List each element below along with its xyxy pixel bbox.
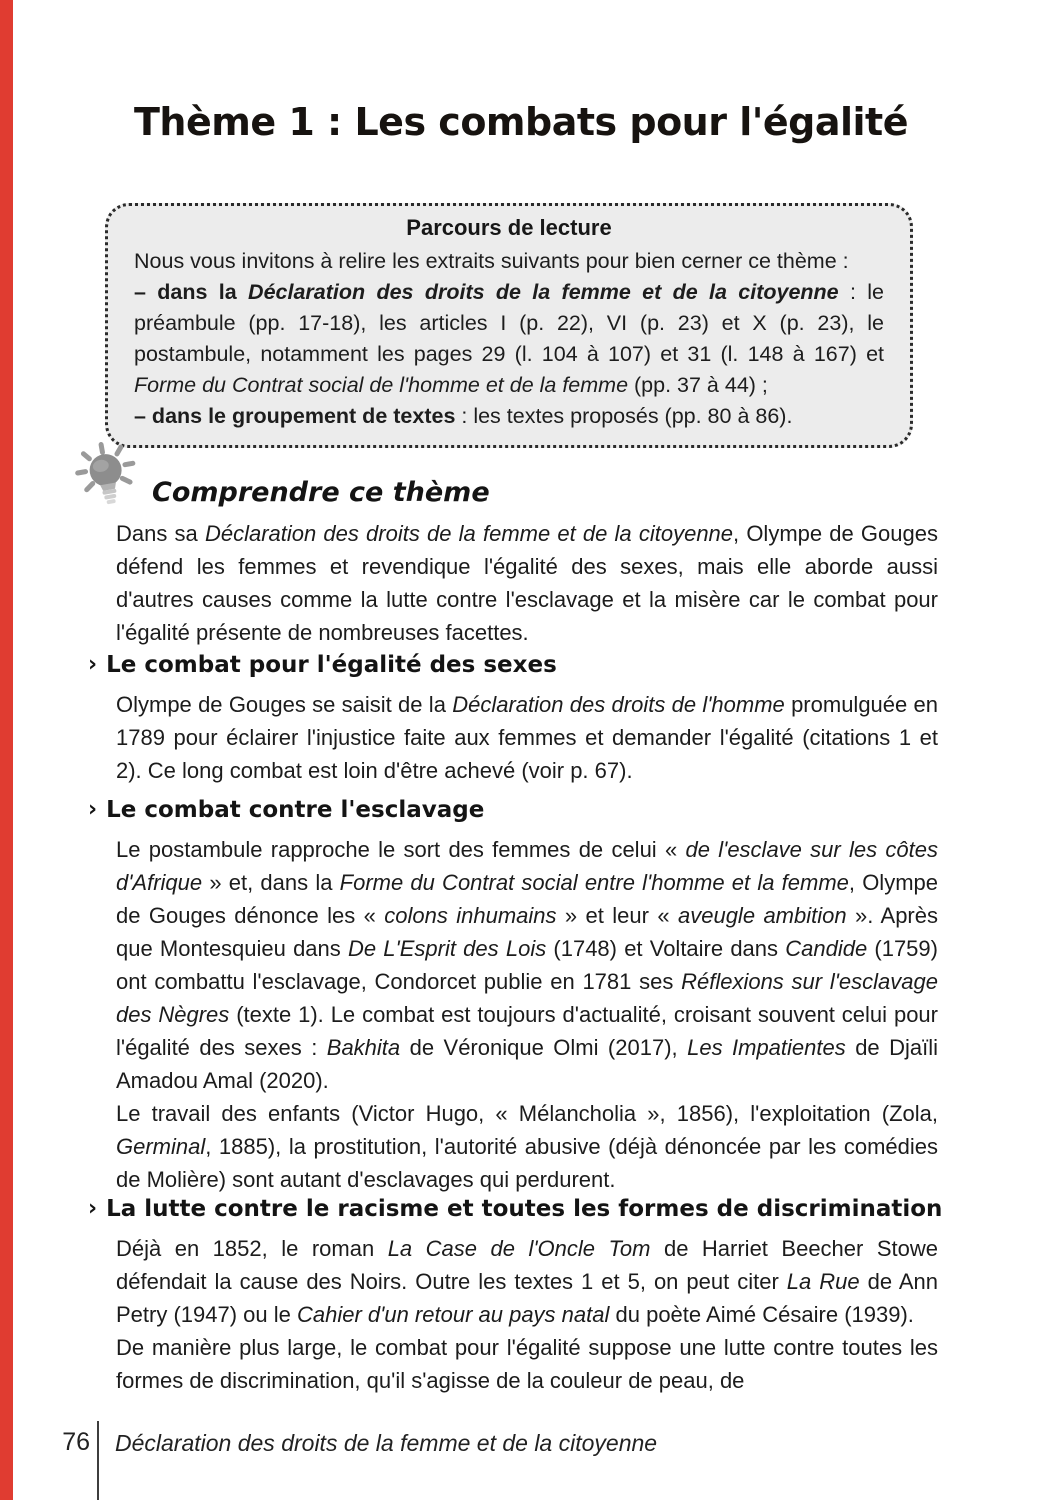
- work-title: Cahier d'un retour au pays natal: [296, 1302, 610, 1327]
- text-run: – dans le groupement de textes: [134, 404, 456, 428]
- text-run: Olympe de Gouges se saisit de la: [116, 692, 453, 717]
- section-paragraph: [116, 833, 938, 1097]
- text-run: , 1885), la prostitution, l'autorité abusive (déjà dénoncée par les comédies de Molière) sont autant d'esclavages qui perdurent.: [116, 1134, 938, 1192]
- section-heading-label: Le combat contre l'esclavage: [106, 797, 485, 823]
- footer-divider-line: [97, 1421, 99, 1500]
- theme-intro-paragraph: [116, 517, 938, 649]
- text-run: De manière plus large, le combat pour l'égalité suppose une lutte contre toutes les formes de discrimination, qu'il s'agisse de la couleur de peau, de: [116, 1335, 938, 1393]
- text-run: (1748) et Voltaire dans: [546, 936, 786, 961]
- section-heading-label: Le combat pour l'égalité des sexes: [106, 652, 557, 678]
- footer-book-title: Déclaration des droits de la femme et de la citoyenne: [115, 1430, 658, 1456]
- parcours-intro: [134, 246, 884, 277]
- chevron-bullet-icon: ›: [88, 797, 98, 822]
- text-run: Le postambule rapproche le sort des femmes de celui «: [116, 837, 686, 862]
- text-run: du poète Aimé Césaire (1939).: [609, 1302, 914, 1327]
- work-title: Candide: [785, 936, 868, 961]
- text-run: Le travail des enfants (Victor Hugo, « Mélancholia », 1856), l'exploitation (Zola,: [116, 1101, 938, 1126]
- comprendre-ce-theme-heading: Comprendre ce thème: [152, 476, 490, 508]
- work-title: Forme du Contrat social entre l'homme et la femme: [339, 870, 849, 895]
- text-run: » et, dans la: [202, 870, 340, 895]
- text-run: de Ann Petry (1947) ou le: [116, 1269, 938, 1327]
- quoted-phrase: de l'esclave sur les côtes d'Afrique: [116, 837, 939, 895]
- section-paragraphs: [116, 833, 938, 1196]
- text-run: , Olympe de Gouges dénonce les «: [116, 870, 938, 928]
- work-title: Déclaration des droits de l'homme: [452, 692, 785, 717]
- lightbulb-icon: [72, 440, 142, 518]
- section-heading-esclavage: [88, 797, 948, 823]
- text-run: Déjà en 1852, le roman: [116, 1236, 388, 1261]
- chevron-bullet-icon: ›: [88, 652, 98, 677]
- work-title: Réflexions sur l'esclavage des Nègres: [116, 969, 938, 1027]
- parcours-box-title: Parcours de lecture: [406, 215, 612, 240]
- section-heading-racisme: [88, 1196, 948, 1222]
- section-paragraphs: [116, 1232, 938, 1397]
- text-run: » et leur «: [556, 903, 678, 928]
- quoted-phrase: aveugle ambition: [677, 903, 847, 928]
- work-title: De L'Esprit des Lois: [347, 936, 547, 961]
- text-run: de Véronique Olmi (2017),: [400, 1035, 688, 1060]
- text-run: , Olympe de Gouges défend les femmes et revendique l'égalité des sexes, mais elle aborde aussi d'autres causes comme la lutte contre l'esclavage et la misère car le combat pour l'égalité présente de nombreuses facettes.: [116, 521, 938, 645]
- text-run: (texte 1). Le combat est toujours d'actualité, croisant souvent celui pour l'égalité des sexes :: [116, 1002, 938, 1060]
- work-title: Bakhita: [326, 1035, 401, 1060]
- parcours-item-declaration: [134, 277, 884, 401]
- section-paragraph: [116, 1097, 938, 1196]
- work-title: Les Impatientes: [687, 1035, 846, 1060]
- page-number: 76: [62, 1428, 90, 1456]
- text-run: : les textes proposés (pp. 80 à 86).: [455, 404, 793, 428]
- work-title: Forme du Contrat social de l'homme et de la femme: [134, 373, 629, 397]
- section-paragraph: [116, 1232, 938, 1331]
- work-title: Germinal: [116, 1134, 206, 1159]
- section-heading-egalite-des-sexes: [88, 652, 948, 678]
- parcours-item-groupement: [134, 401, 884, 432]
- section-paragraph: [116, 688, 938, 787]
- parcours-de-lecture-box: [105, 203, 913, 448]
- text-run: de Djaïli Amadou Amal (2020).: [116, 1035, 939, 1093]
- chevron-bullet-icon: ›: [88, 1196, 98, 1221]
- text-run: de Harriet Beecher Stowe défendait la cause des Noirs. Outre les textes 1 et 5, on peut citer: [116, 1236, 938, 1294]
- text-run: Nous vous invitons à relire les extraits suivants pour bien cerner ce thème :: [134, 249, 849, 273]
- work-title: Déclaration des droits de la femme et de la citoyenne: [204, 521, 734, 546]
- work-title: Déclaration des droits de la femme et de la citoyenne: [248, 280, 839, 304]
- text-run: (pp. 37 à 44) ;: [628, 373, 768, 397]
- text-run: ». Après que Montesquieu dans: [116, 903, 938, 961]
- work-title: La Rue: [786, 1269, 860, 1294]
- text-run: Dans sa: [116, 521, 205, 546]
- section-heading-label: La lutte contre le racisme et toutes les formes de discrimination: [106, 1196, 943, 1222]
- work-title: La Case de l'Oncle Tom: [387, 1236, 651, 1261]
- red-page-edge-strip: [0, 0, 13, 1500]
- text-run: promulguée en 1789 pour éclairer l'injustice faite aux femmes et demander l'égalité (citations 1 et 2). Ce long combat est loin d'être achevé (voir p. 67).: [116, 692, 939, 783]
- text-run: (1759) ont combattu l'esclavage, Condorcet publie en 1781 ses: [116, 936, 938, 994]
- comprendre-heading-row: [72, 440, 490, 518]
- quoted-phrase: colons inhumains: [384, 903, 557, 928]
- text-run: : le préambule (pp. 17-18), les articles I (p. 22), VI (p. 23) et X (p. 23), le postambule, notamment les pages 29 (l. 104 à 107) et 31 (l. 148 à 167) et: [134, 280, 884, 366]
- section-paragraph: [116, 1331, 938, 1397]
- page-title: Thème 1 : Les combats pour l'égalité: [134, 100, 908, 144]
- text-run: – dans la: [134, 280, 249, 304]
